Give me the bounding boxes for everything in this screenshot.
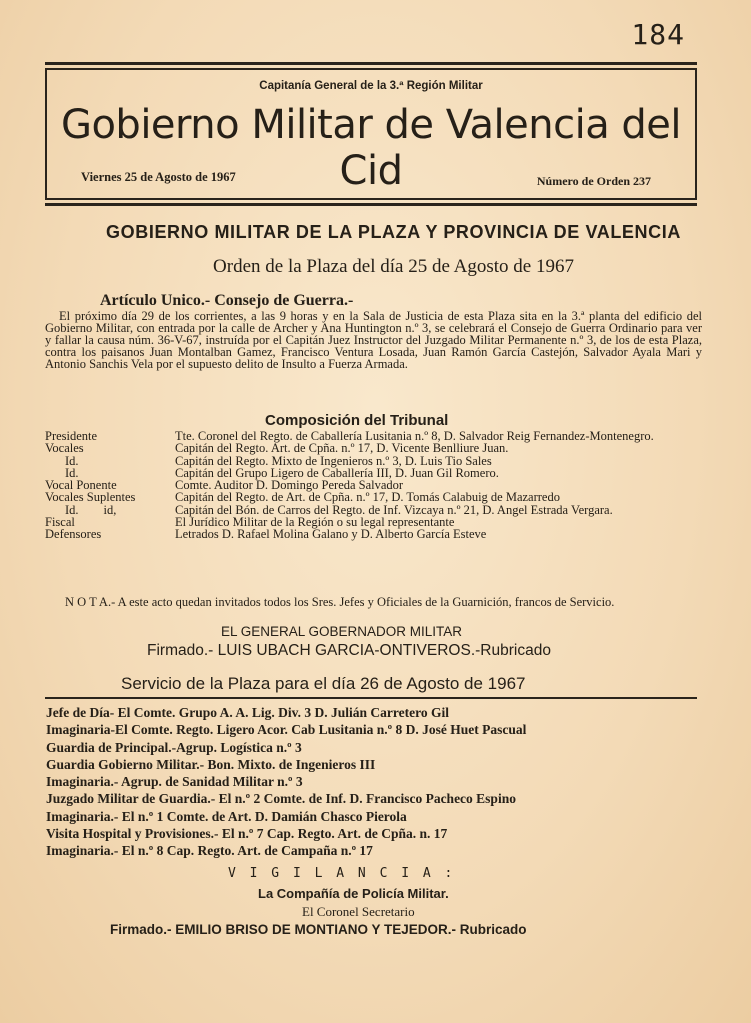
service-heading: Servicio de la Plaza para el día 26 de Agosto de 1967 xyxy=(121,674,526,693)
tribunal-row xyxy=(45,491,705,503)
tribunal-list xyxy=(45,430,705,541)
tribunal-member: Letrados D. Rafael Molina Galano y D. Alberto García Esteve xyxy=(175,527,487,542)
tribunal-member: Tte. Coronel del Regto. de Caballería Lusitania n.º 8, D. Salvador Reig Fernandez-Montenegro. xyxy=(175,429,654,443)
section-heading: GOBIERNO MILITAR DE LA PLAZA Y PROVINCIA DE VALENCIA xyxy=(106,222,681,242)
service-item: Imaginaria.- El n.º 1 Comte. de Art. D. Damián Chasco Pierola xyxy=(46,808,407,824)
tribunal-row xyxy=(45,442,705,454)
tribunal-member: Capitán del Regto. Art. de Cpña. n.º 17, D. Vicente Benlliure Juan. xyxy=(175,441,509,456)
tribunal-member: Capitán del Bón. de Carros del Regto. de Inf. Vizcaya n.º 21, D. Angel Estrada Vergara. xyxy=(175,502,613,517)
tribunal-role: Defensores xyxy=(45,527,102,542)
tribunal-role: Presidente xyxy=(45,429,98,443)
service-item: Jefe de Día- El Comte. Grupo A. A. Lig. Div. 3 D. Julián Carretero Gil xyxy=(46,705,449,720)
nota-paragraph: N O T A.- A este acto quedan invitados todos los Sres. Jefes y Oficiales de la Guarnición, francos de Servicio. xyxy=(65,595,615,609)
tribunal-member: Comte. Auditor D. Domingo Pereda Salvador xyxy=(175,478,404,493)
service-item: Imaginaria-El Comte. Regto. Ligero Acor. Cab Lusitania n.º 8 D. José Huet Pascual xyxy=(46,722,527,738)
page-number: 184 xyxy=(631,18,685,51)
vigilancia-label: V I G I L A N C I A : xyxy=(228,866,456,881)
service-item: Juzgado Militar de Guardia.- El n.º 2 Comte. de Inf. D. Francisco Pacheco Espino xyxy=(46,791,516,807)
masthead-title: Gobierno Militar de Valencia del Cid xyxy=(60,102,682,194)
tribunal-member: Capitán del Grupo Ligero de Caballería III, D. Juan Gil Romero. xyxy=(175,465,499,480)
signature-line: Firmado.- EMILIO BRISO DE MONTIANO Y TEJEDOR.- Rubricado xyxy=(110,922,527,937)
tribunal-row xyxy=(45,528,705,540)
tribunal-role: Vocales Suplentes xyxy=(45,490,136,505)
service-list xyxy=(46,704,706,860)
masthead-frame xyxy=(45,68,697,200)
order-number: Número de Orden 237 xyxy=(536,174,651,188)
issue-date: Viernes 25 de Agosto de 1967 xyxy=(81,170,236,184)
service-item: Guardia Gobierno Militar.- Bon. Mixto. de Ingenieros III xyxy=(46,756,376,772)
article-body xyxy=(45,310,702,370)
signatory-title: EL GENERAL GOBERNADOR MILITAR xyxy=(221,624,463,639)
secretary-title: El Coronel Secretario xyxy=(302,904,415,919)
tribunal-role: Vocal Ponente xyxy=(45,478,117,493)
service-item: Visita Hospital y Provisiones.- El n.º 7 Cap. Regto. Art. de Cpña. n. 17 xyxy=(46,826,448,842)
company-line: La Compañía de Policía Militar. xyxy=(258,886,449,901)
order-heading: Orden de la Plaza del día 25 de Agosto de 1967 xyxy=(213,256,574,277)
tribunal-heading: Composición del Tribunal xyxy=(265,412,449,429)
service-item: Guardia de Principal.-Agrup. Logística n.º 3 xyxy=(46,739,302,755)
tribunal-member: El Jurídico Militar de la Región o su legal representante xyxy=(175,515,455,530)
capitania-line: Capitanía General de la 3.ª Región Militar xyxy=(259,80,483,92)
divider xyxy=(45,697,697,699)
tribunal-role: Fiscal xyxy=(45,515,75,530)
article-paragraph: El próximo día 29 de los corrientes, a las 9 horas y en la Sala de Justicia de esta Plaza sita en la 3.ª planta del edificio del Gobierno Militar, con entrada por la calle de Archer y Ana Huntington n.º 3, se celebrará el Consejo de Guerra Ordinario para ver y fallar la causa núm. 36-V-67, instruída por el Capitán Juez Instructor del Juzgado Militar Permanente n.º 3, de los de esta Plaza, contra los paisanos Juan Montalban Gamez, Francisco Ventura Losada, Juan Ramón García Castejón, Salvador Ayala Mari y Antonio Sanchis Vela por el supuesto delito de Insulto a Fuerza Armada. xyxy=(45,309,702,372)
tribunal-role: Id. id, xyxy=(65,502,117,517)
service-item: Imaginaria.- El n.º 8 Cap. Regto. Art. de Campaña n.º 17 xyxy=(46,843,373,859)
tribunal-member: Capitán del Regto. Mixto de Ingenieros n.º 3, D. Luis Tio Sales xyxy=(175,453,492,468)
signature-line: Firmado.- LUIS UBACH GARCIA-ONTIVEROS.-Rubricado xyxy=(147,642,551,659)
tribunal-role: Id. xyxy=(65,453,79,468)
tribunal-role: Id. xyxy=(65,465,79,480)
article-heading: Artículo Unico.- Consejo de Guerra.- xyxy=(100,292,354,309)
masthead xyxy=(45,62,697,206)
tribunal-role: Vocales xyxy=(45,441,84,456)
tribunal-member: Capitán del Regto. de Art. de Cpña. n.º 17, D. Tomás Calabuig de Mazarredo xyxy=(175,490,560,505)
service-item: Imaginaria.- Agrup. de Sanidad Militar n.º 3 xyxy=(46,774,303,790)
